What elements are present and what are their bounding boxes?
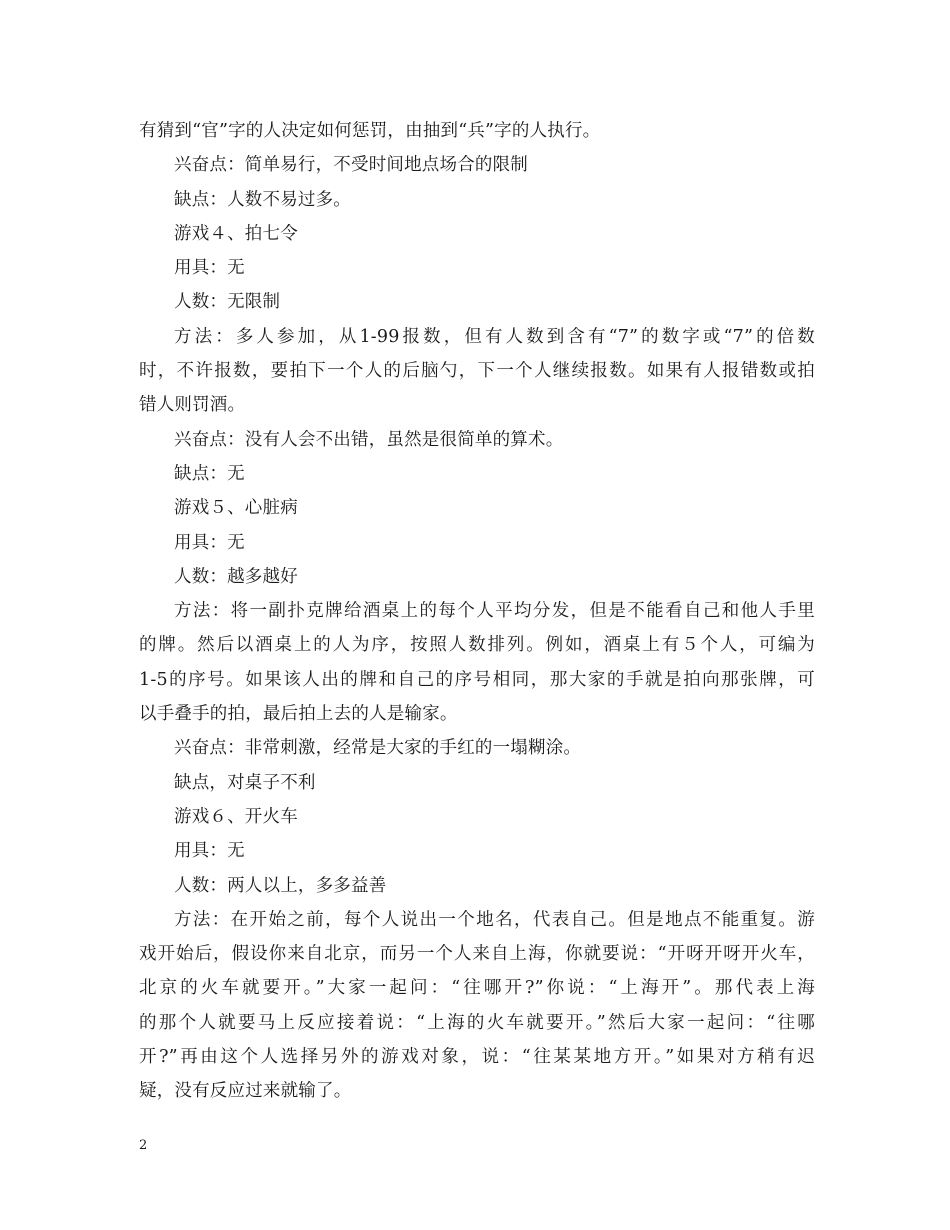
text-line: 用具：无	[174, 841, 245, 862]
text-line: 的那个人就要马上反应接着说：“上海的火车就要开。”然后大家一起问：“往哪	[139, 1012, 815, 1033]
text-line: 缺点，对桌子不利	[174, 772, 316, 793]
text-line: 游戏５、心脏病	[174, 498, 298, 519]
text-line: 1-5的序号。如果该人出的牌和自己的序号相同，那大家的手就是拍向那张牌，可	[139, 669, 815, 690]
document-body	[139, 114, 815, 1109]
text-line: 兴奋点：没有人会不出错，虽然是很简单的算术。	[174, 429, 564, 450]
text-line: 人数：两人以上，多多益善	[174, 875, 387, 896]
text-line: 缺点：人数不易过多。	[174, 189, 351, 210]
text-line: 缺点：无	[174, 463, 245, 484]
text-line: 方法：多人参加，从1-99报数，但有人数到含有“7”的数字或“7”的倍数	[174, 326, 815, 347]
text-line: 方法：在开始之前，每个人说出一个地名，代表自己。但是地点不能重复。游	[174, 909, 815, 930]
text-line: 开?”再由这个人选择另外的游戏对象，说：“往某某地方开。”如果对方稍有迟	[139, 1047, 815, 1068]
text-line: 游戏４、拍七令	[174, 223, 298, 244]
text-line: 用具：无	[174, 258, 245, 279]
text-line: 人数：越多越好	[174, 566, 298, 587]
page-number: 2	[139, 1138, 148, 1153]
text-line: 游戏６、开火车	[174, 806, 298, 827]
text-line: 以手叠手的拍，最后拍上去的人是输家。	[139, 704, 458, 725]
text-line: 用具：无	[174, 532, 245, 553]
text-line: 的牌。然后以酒桌上的人为序，按照人数排列。例如，酒桌上有５个人，可编为	[139, 635, 815, 656]
text-line: 人数：无限制	[174, 292, 281, 313]
text-line: 兴奋点：简单易行，不受时间地点场合的限制	[174, 155, 528, 176]
text-line: 兴奋点：非常刺激，经常是大家的手红的一塌糊涂。	[174, 738, 582, 759]
text-line: 北京的火车就要开。”大家一起问：“往哪开?”你说：“上海开”。那代表上海	[139, 978, 815, 999]
text-line: 错人则罚酒。	[139, 395, 246, 416]
text-line: 有猜到“官”字的人决定如何惩罚，由抽到“兵”字的人执行。	[139, 121, 601, 141]
text-line: 疑，没有反应过来就输了。	[139, 1081, 352, 1102]
text-line: 时，不许报数，要拍下一个人的后脑勺，下一个人继续报数。如果有人报错数或拍	[139, 361, 815, 382]
text-line: 戏开始后，假设你来自北京，而另一个人来自上海，你就要说：“开呀开呀开火车，	[139, 944, 815, 965]
text-line: 方法：将一副扑克牌给酒桌上的每个人平均分发，但是不能看自己和他人手里	[174, 601, 815, 622]
